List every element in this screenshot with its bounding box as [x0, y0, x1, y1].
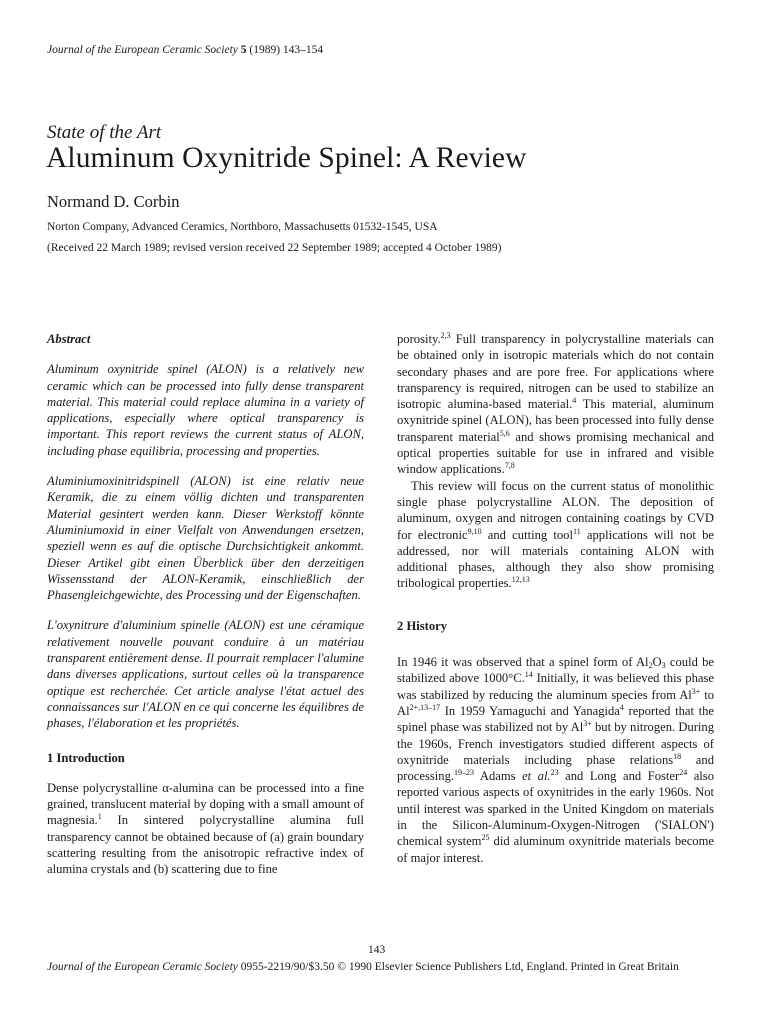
citation: 5,6 [499, 428, 510, 438]
article-title: Aluminum Oxynitride Spinel: A Review [46, 142, 527, 174]
citation: 12,13 [511, 575, 530, 585]
citation: 7,8 [504, 461, 515, 471]
introduction-paragraph-2: This review will focus on the current status of monolithic single phase polycrystalline ALON. The deposition of aluminum, oxygen and nitrogen containing coatings by CVD for electronic$^{9,10}$ and cutting tool$^{11}$ applications will not be addressed, nor will materials containing ALON with additional phases, although they also show promising tribological properties.$^{12,13}$ [397, 478, 714, 591]
citation: 19–23 [454, 768, 475, 778]
citation: ,13–17 [418, 702, 441, 712]
journal-citation [47, 44, 323, 56]
received-dates: (Received 22 March 1989; revised version received 22 September 1989; accepted 4 October 1989) [47, 242, 502, 254]
right-column [397, 331, 714, 866]
citation: 11 [572, 526, 581, 536]
citation: 2,3 [440, 331, 451, 340]
footer-journal-name: Journal of the European Ceramic Society [47, 961, 238, 973]
abstract-french: L'oxynitrure d'aluminium spinelle (ALON) est une céramique relativement nouvelle pouvant conduire à un matériau transparent entièrement dense. Il pourrait remplacer l'alumine dans diverses applications, surtout celles où la transparence optique est recherchée. Cet article analyse l'état actuel des connaissances sur l'ALON en ce qui concerne les équilibres de phases, l'élaboration et les propriétés. [47, 618, 364, 731]
footer-copyright-text: 0955-2219/90/$3.50 © 1990 Elsevier Science Publishers Ltd, England. Printed in Great Britain [237, 961, 679, 973]
author-name: Normand D. Corbin [47, 192, 180, 211]
citation: 9,10 [467, 526, 482, 536]
left-column [47, 331, 364, 878]
abstract-english: Aluminum oxynitride spinel (ALON) is a relatively new ceramic which can be processed into fully dense transparent material. This material could replace alumina in a variety of applications, especially where optical transparency is important. This report reviews the current status of ALON, including phase equilibria, processing and properties. [47, 362, 364, 458]
section-label: State of the Art [47, 122, 162, 143]
footer-copyright [47, 961, 717, 974]
citation: 14 [524, 670, 533, 680]
introduction-heading: 1 Introduction [47, 750, 125, 765]
abstract-heading: Abstract [47, 332, 91, 346]
citation: 25 [481, 833, 490, 843]
citation: 24 [679, 768, 688, 778]
introduction-paragraph-1: Dense polycrystalline α-alumina can be processed into a fine grained, translucent material by doping with a small amount of magnesia.$^1$ In sintered polycrystalline alumina full transparency cannot be obtained because of (a) grain boundary scattering resulting from the anisotropic refractive index of alumina crystals and (b) scattering due to fine [47, 780, 364, 877]
citation: 4 [619, 702, 624, 712]
abstract-german: Aluminiumoxinitridspinell (ALON) ist eine relativ neue Keramik, die zu einem völlig dichten und transparenten Material gesintert werden kann. Dieser Werkstoff könnte Aluminiumoxid in einer Vielfalt von Anwendungen ersetzen, speziell wenn es auf die optische Durchsichtigkeit ankommt. Dieser Artikel gibt einen Überblick über den derzeitigen Wissensstand der ALON-Keramik, einschließlich der Phasengleichgewichte, des Processing und der Eigenschaften. [47, 474, 364, 603]
year-pages: (1989) 143–154 [249, 44, 324, 56]
journal-name: Journal of the European Ceramic Society [47, 44, 238, 56]
citation: 23 [550, 768, 559, 778]
citation: 4 [572, 396, 577, 406]
volume: 5 [240, 44, 247, 56]
page-number: 143 [368, 944, 386, 956]
history-paragraph: In 1946 it was observed that a spinel form of $Al_2O_3$ could be stabilized above 1000°C.$^{14}$ Initially, it was believed this phase was stabilized by reducing the aluminum species from $Al^{3+}$ to $Al^{2+,13-17}$ In 1959 Yamaguchi and Yanagida$^4$ reported that the spinel phase was stabilized not by $Al^{3+}$ but by nitrogen. During the 1960s, French investigators studied different aspects of oxynitride materials including phase relations$^{18}$ and processing.$^{19-23}$ Adams et al.$^{23}$ and Long and Foster$^{24}$ also reported various aspects of oxynitrides in the early 1960s. Not until interest was sparked in the United Kingdom on materials in the Silicon-Aluminum-Oxygen-Nitrogen ('SIALON') chemical system$^{25}$ did aluminum oxynitride materials become of major interest. [397, 655, 715, 865]
citation: 18 [673, 751, 682, 761]
citation: 1 [97, 812, 102, 822]
author-affiliation: Norton Company, Advanced Ceramics, Northboro, Massachusetts 01532-1545, USA [47, 221, 438, 233]
introduction-paragraph-1-continued: porosity.$^{2,3}$ Full transparency in polycrystalline materials can be obtained only in isotropic materials which do not contain secondary phases and are pore free. For applications where transparency is required, nitrogen can be used to stabilize an isotropic alumina-based material.$^4$ This material, aluminum oxynitride spinel (ALON), has been processed into fully dense transparent material$^{5,6}$ and shows promising mechanical and optical properties suitable for use in infrared and visible window applications.$^{7,8}$ [397, 331, 714, 477]
history-heading: 2 History [397, 618, 448, 633]
